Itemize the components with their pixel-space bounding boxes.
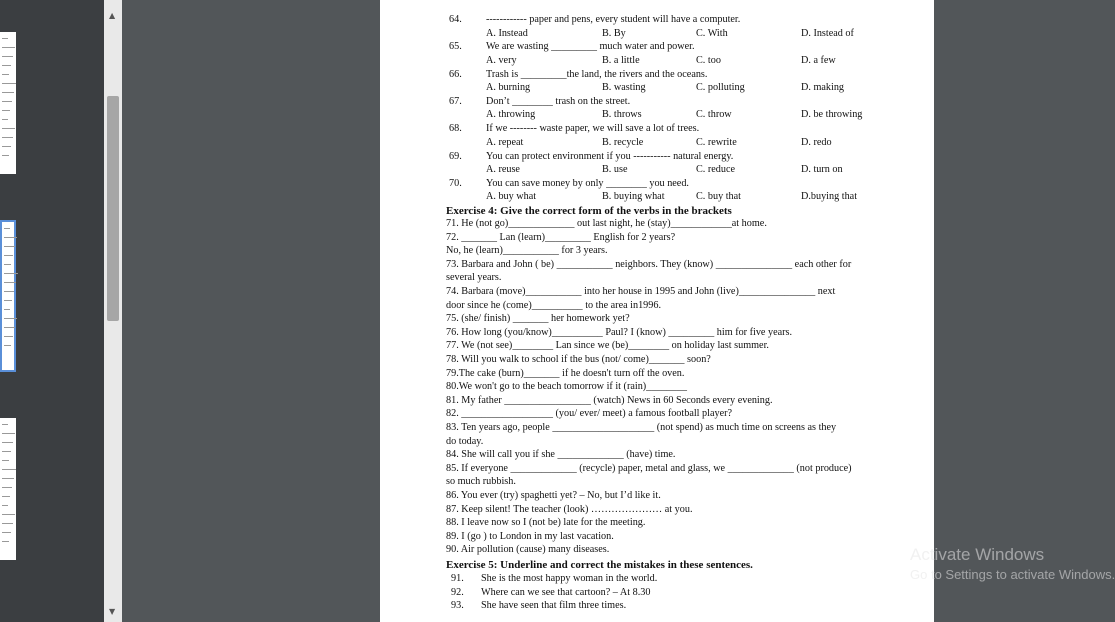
thumbnail-text-line — [2, 433, 15, 434]
thumbnail-text-line — [4, 228, 10, 229]
exercise-4-line: 84. She will call you if she _____________ (have) time. — [446, 449, 676, 461]
exercise-4-line: 77. We (not see)________ Lan since we (be)________ on holiday last summer. — [446, 340, 769, 352]
answer-option: D.buying that — [801, 191, 858, 203]
exercise-4-line: 88. I leave now so I (not be) late for the meeting. — [446, 517, 646, 529]
answer-option: A. repeat — [486, 136, 524, 148]
answer-option: B. By — [602, 27, 626, 39]
page-thumbnail-3[interactable] — [0, 418, 16, 560]
thumbnail-text-line — [2, 56, 13, 57]
scroll-down-arrow-icon[interactable]: ▼ — [109, 607, 116, 616]
answer-option: A. very — [486, 54, 517, 66]
thumbnail-text-line — [2, 514, 15, 515]
answer-option: D. a few — [801, 54, 836, 66]
scrollbar-thumb[interactable] — [107, 96, 119, 321]
answer-option: B. a little — [602, 54, 640, 66]
question-number: 70. — [449, 177, 462, 189]
thumbnail-text-line — [2, 128, 15, 129]
page-thumbnail-1[interactable] — [0, 32, 16, 174]
question-number: 69. — [449, 150, 462, 162]
answer-option: D. be throwing — [801, 109, 863, 121]
answer-option: D. redo — [801, 136, 832, 148]
answer-option: A. buy what — [486, 191, 537, 203]
exercise-4-line: 87. Keep silent! The teacher (look) ………………… at you. — [446, 503, 693, 515]
answer-option: C. too — [696, 54, 721, 66]
thumbnail-text-line — [4, 282, 16, 283]
answer-option: C. polluting — [696, 82, 745, 94]
answer-option: B. throws — [602, 109, 642, 121]
thumbnail-text-line — [2, 442, 13, 443]
thumbnail-text-line — [2, 137, 13, 138]
answer-option: B. wasting — [602, 82, 646, 94]
thumbnail-text-line — [4, 255, 13, 256]
exercise-4-line: No, he (learn)___________ for 3 years. — [446, 245, 608, 257]
thumbnail-text-line — [2, 487, 12, 488]
answer-option: A. Instead — [486, 27, 528, 39]
exercise-4-line: door since he (come)__________ to the area in1996. — [446, 299, 662, 311]
page-thumbnail-2[interactable] — [0, 220, 16, 372]
thumbnail-scrollbar[interactable] — [104, 0, 122, 622]
thumbnail-text-line — [2, 532, 11, 533]
exercise-4-line: 71. He (not go)_____________ out last night, he (stay)____________at home. — [446, 218, 767, 229]
question-number: 64. — [449, 14, 462, 25]
answer-option: C. With — [696, 27, 728, 39]
question-text: Don’t ________ trash on the street. — [486, 95, 631, 107]
thumbnail-text-line — [2, 146, 11, 147]
question-text: You can save money by only ________ you need. — [486, 177, 689, 189]
exercise-4-line: 76. How long (you/know)__________ Paul? I (know) _________ him for five years. — [446, 326, 793, 338]
exercise-4-line: 74. Barbara (move)___________ into her house in 1995 and John (live)_______________ next — [446, 286, 836, 297]
question-number: 65. — [449, 41, 462, 53]
answer-option: A. reuse — [486, 164, 520, 175]
sentence-text: She is the most happy woman in the world. — [481, 573, 658, 584]
question-number: 68. — [449, 123, 462, 135]
question-number: 93. — [451, 600, 464, 612]
question-number: 91. — [451, 573, 464, 584]
thumbnail-text-line — [2, 92, 14, 93]
thumbnail-text-line — [4, 318, 17, 319]
thumbnail-text-line — [4, 327, 15, 328]
exercise-4-line: 80.We won't go to the beach tomorrow if it (rain)________ — [446, 381, 687, 393]
exercise-4-line: 85. If everyone _____________ (recycle) paper, metal and glass, we _____________ (not produce) — [446, 462, 852, 474]
thumbnail-text-line — [4, 345, 11, 346]
answer-option: C. buy that — [696, 191, 741, 203]
thumbnail-text-line — [2, 424, 8, 425]
thumbnail-text-line — [2, 460, 9, 461]
thumbnail-text-line — [2, 505, 8, 506]
answer-option: C. throw — [696, 109, 732, 121]
exercise-4-line: 75. (she/ finish) _______ her homework yet? — [446, 313, 630, 325]
thumbnail-text-line — [4, 291, 14, 292]
question-number: 67. — [449, 95, 462, 107]
thumbnail-text-line — [2, 74, 9, 75]
exercise-4-line: 82. __________________ (you/ ever/ meet) a famous football player? — [446, 408, 733, 420]
thumbnail-text-line — [4, 336, 13, 337]
thumbnail-text-line — [2, 469, 16, 470]
answer-option: C. reduce — [696, 164, 736, 175]
thumbnail-text-line — [2, 155, 9, 156]
thumbnail-text-line — [2, 523, 13, 524]
thumbnail-text-line — [4, 264, 11, 265]
answer-option: D. making — [801, 82, 845, 94]
exercise-4-heading: Exercise 4: Give the correct form of the verbs in the brackets — [446, 205, 732, 217]
answer-option: D. turn on — [801, 164, 843, 175]
answer-option: D. Instead of — [801, 27, 854, 39]
exercise-5-heading: Exercise 5: Underline and correct the mistakes in these sentences. — [446, 559, 753, 571]
question-number: 92. — [451, 586, 464, 598]
exercise-4-line: so much rubbish. — [446, 476, 516, 488]
thumbnail-text-line — [2, 65, 11, 66]
question-text: ------------ paper and pens, every student will have a computer. — [486, 14, 741, 25]
activate-windows-watermark — [910, 545, 1115, 583]
answer-option: C. rewrite — [696, 136, 737, 148]
exercise-4-line: several years. — [446, 272, 502, 284]
exercise-4-line: 79.The cake (burn)_______ if he doesn't turn off the oven. — [446, 367, 685, 379]
question-text: If we -------- waste paper, we will save a lot of trees. — [486, 123, 700, 135]
question-number: 66. — [449, 68, 462, 80]
sentence-text: She have seen that film three times. — [481, 600, 627, 612]
thumbnail-text-line — [2, 47, 15, 48]
thumbnail-panel — [0, 0, 104, 622]
document-page — [380, 0, 934, 622]
thumbnail-text-line — [2, 541, 9, 542]
thumbnail-text-line — [2, 496, 10, 497]
exercise-4-line: 89. I (go ) to London in my last vacation. — [446, 530, 614, 542]
thumbnail-text-line — [2, 119, 8, 120]
exercise-4-line: 78. Will you walk to school if the bus (not/ come)_______ soon? — [446, 354, 711, 365]
thumbnail-text-line — [2, 451, 11, 452]
question-text: You can protect environment if you ----------- natural energy. — [486, 150, 734, 162]
thumbnail-text-line — [2, 38, 8, 39]
thumbnail-text-line — [4, 300, 12, 301]
answer-option: B. recycle — [602, 136, 644, 148]
answer-option: A. burning — [486, 82, 531, 94]
watermark-line-1: Activate Windows — [910, 545, 1045, 564]
answer-option: B. use — [602, 164, 628, 175]
answer-option: A. throwing — [486, 109, 536, 121]
thumbnail-text-line — [2, 83, 16, 84]
exercise-4-line: 73. Barbara and John ( be) ___________ neighbors. They (know) _______________ each other for — [446, 258, 852, 270]
thumbnail-text-line — [2, 110, 10, 111]
question-text: We are wasting _________ much water and power. — [486, 41, 695, 53]
exercise-4-line: 86. You ever (try) spaghetti yet? – No, but I’d like it. — [446, 490, 661, 501]
thumbnail-text-line — [4, 237, 17, 238]
exercise-4-line: 83. Ten years ago, people ____________________ (not spend) as much time on screens as they — [446, 422, 837, 433]
answer-option: B. buying what — [602, 191, 665, 203]
exercise-4-line: 90. Air pollution (cause) many diseases. — [446, 544, 610, 556]
scroll-up-arrow-icon[interactable]: ▲ — [109, 11, 116, 20]
exercise-4-line: 72. _______ Lan (learn)_________ English for 2 years? — [446, 231, 676, 243]
question-text: Trash is _________the land, the rivers and the oceans. — [486, 68, 708, 80]
thumbnail-text-line — [4, 309, 10, 310]
thumbnail-text-line — [2, 478, 14, 479]
thumbnail-text-line — [4, 246, 15, 247]
document-viewer — [122, 0, 1024, 622]
exercise-4-line: 81. My father _________________ (watch) News in 60 Seconds every evening. — [446, 394, 773, 406]
sentence-text: Where can we see that cartoon? – At 8.30 — [481, 586, 651, 598]
thumbnail-text-line — [4, 273, 18, 274]
watermark-line-2: Go to Settings to activate Windows. — [910, 567, 1115, 582]
exercise-4-line: do today. — [446, 435, 484, 447]
thumbnail-text-line — [2, 101, 12, 102]
